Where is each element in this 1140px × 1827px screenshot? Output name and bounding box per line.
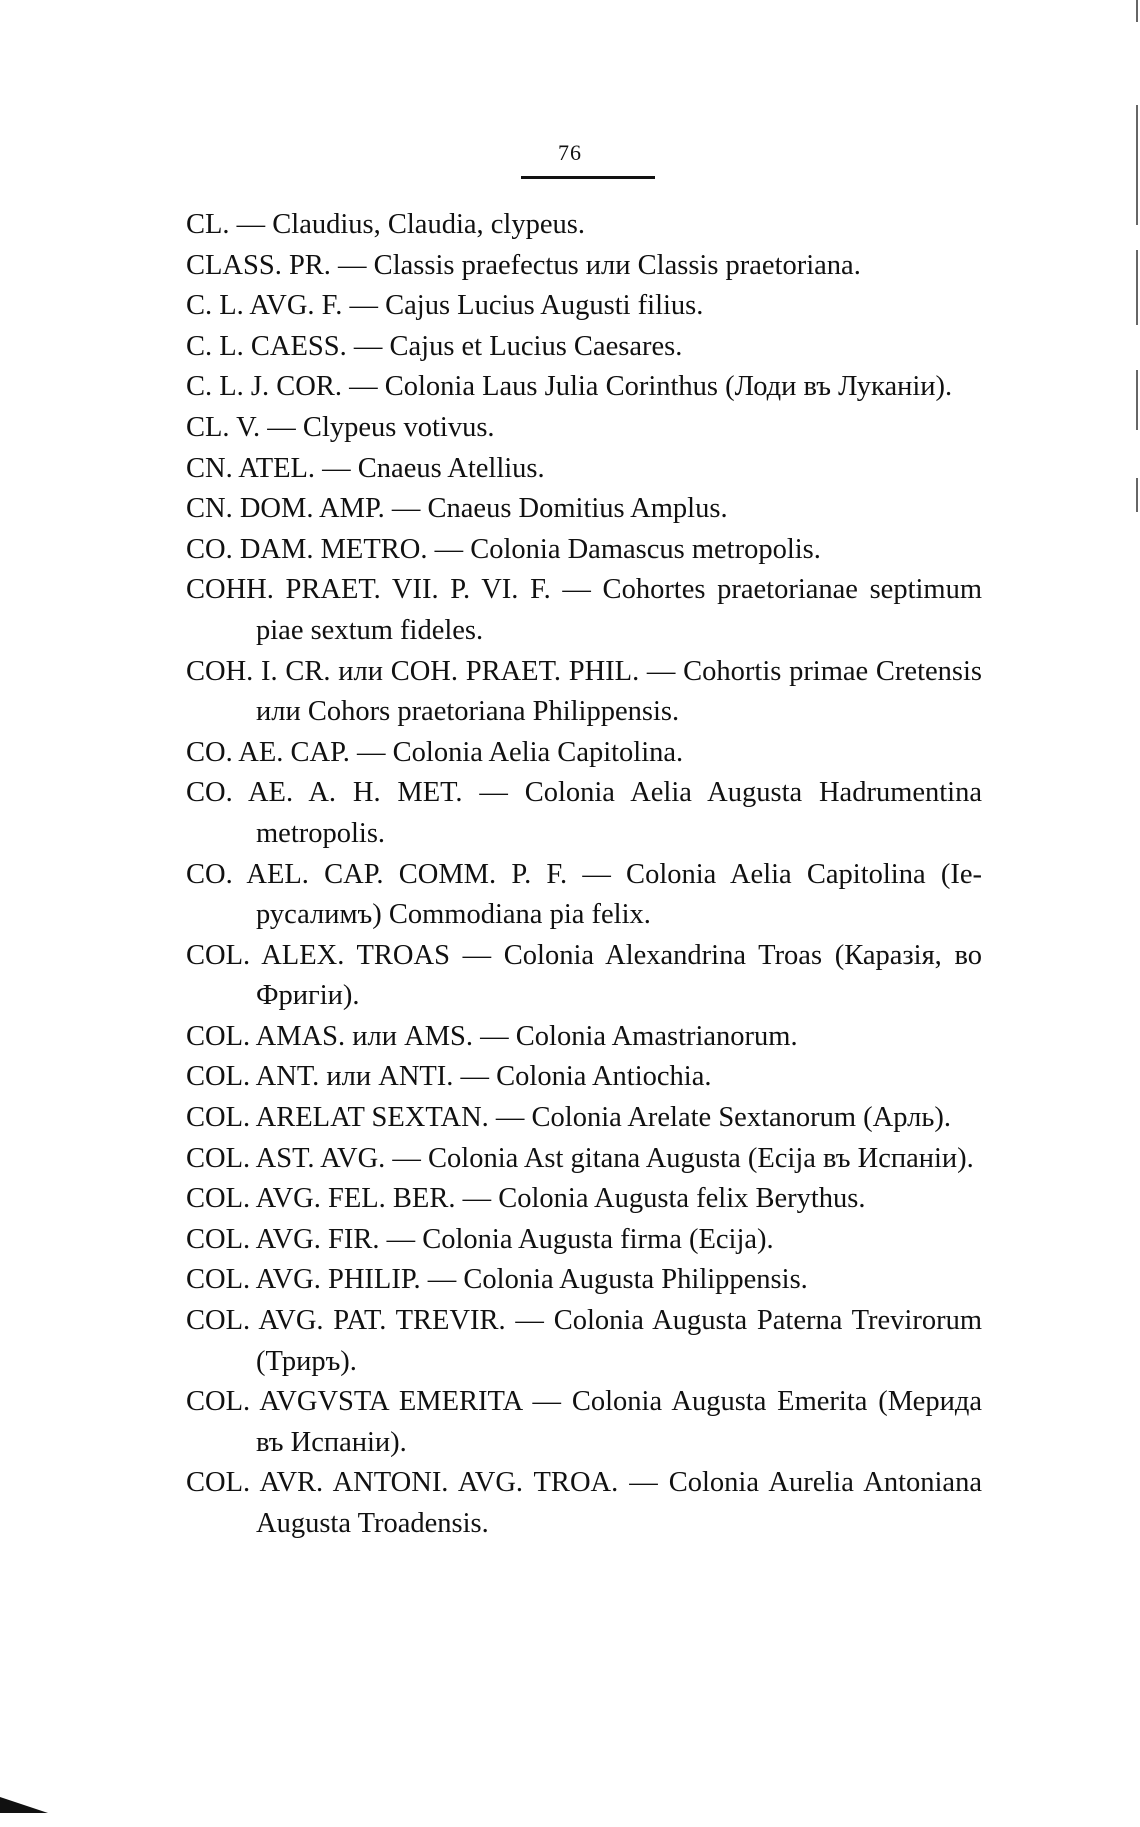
list-item: C. L. AVG. F. — Cajus Lucius Augusti filius. (186, 290, 704, 322)
list-item: COHH. PRAET. VII. P. VI. F. — Cohortes praetorianae septimum piae sextum fideles. (186, 574, 982, 646)
list-item: COL. AMAS. или AMS. — Colonia Amastrianorum. (186, 1020, 798, 1052)
scan-margin-line (1136, 478, 1138, 512)
list-item: CO. AE. CAP. — Colonia Aelia Capitolina. (186, 736, 684, 768)
list-item: COL. AVG. PAT. TREVIR. — Colonia Augusta Paterna Trevirorum (Триръ). (186, 1305, 982, 1377)
list-item: CLASS. PR. — Classis praefectus или Classis praetoriana. (186, 249, 861, 281)
list-item: CO. AE. A. H. MET. — Colonia Aelia Augusta Hadrumentina metropolis. (186, 777, 982, 849)
list-item: C. L. CAESS. — Cajus et Lucius Caesares. (186, 330, 683, 362)
scan-corner-mark (0, 1797, 48, 1813)
list-item: CL. — Claudius, Claudia, clypeus. (186, 209, 585, 240)
list-item: CN. ATEL. — Cnaeus Atellius. (186, 452, 545, 484)
page-number: 76 (558, 140, 582, 165)
scan-margin-line (1136, 250, 1138, 325)
list-item: COL. ANT. или ANTI. — Colonia Antiochia. (186, 1061, 712, 1093)
list-item: CL. V. — Clypeus votivus. (186, 411, 495, 443)
list-item: COL. ARELAT SEXTAN. — Colonia Arelate Sextanorum (Арль). (186, 1102, 951, 1134)
list-item: COL. AVR. ANTONI. AVG. TROA. — Colonia Aurelia Antoniana Augusta Troadensis. (186, 1467, 982, 1539)
list-item: COL. AST. AVG. — Colonia Ast gitana Augusta (Ecija въ Испаніи). (186, 1142, 974, 1174)
list-item: COH. I. CR. или COH. PRAET. PHIL. — Cohortis primae Cretensis или Cohors praetoriana Philippensis. (186, 655, 982, 728)
list-item: COL. AVG. FIR. — Colonia Augusta firma (Ecija). (186, 1223, 774, 1255)
page-number-rule (521, 176, 655, 179)
list-item: COL. ALEX. TROAS — Colonia Alexandrina Troas (Каразія, во Фригіи). (186, 939, 982, 1012)
scan-margin-line (1136, 0, 1138, 22)
list-item: C. L. J. COR. — Colonia Laus Julia Corinthus (Лоди въ Луканіи). (186, 371, 953, 403)
scan-margin-line (1136, 370, 1138, 430)
list-item: COL. AVGVSTA EMERITA — Colonia Augusta Emerita (Мерида въ Испаніи). (186, 1386, 982, 1458)
list-item: CN. DOM. AMP. — Cnaeus Domitius Amplus. (186, 493, 728, 525)
scan-margin-line (1136, 105, 1138, 225)
list-item: COL. AVG. PHILIP. — Colonia Augusta Philippensis. (186, 1264, 808, 1296)
list-item: CO. AEL. CAP. COMM. P. F. — Colonia Aelia Capitolina (Ieрусалимъ) Commodiana pia felix. (186, 858, 982, 931)
entry-list (186, 205, 982, 1545)
list-item: CO. DAM. METRO. — Colonia Damascus metropolis. (186, 533, 821, 565)
list-item: COL. AVG. FEL. BER. — Colonia Augusta felix Berythus. (186, 1183, 866, 1215)
